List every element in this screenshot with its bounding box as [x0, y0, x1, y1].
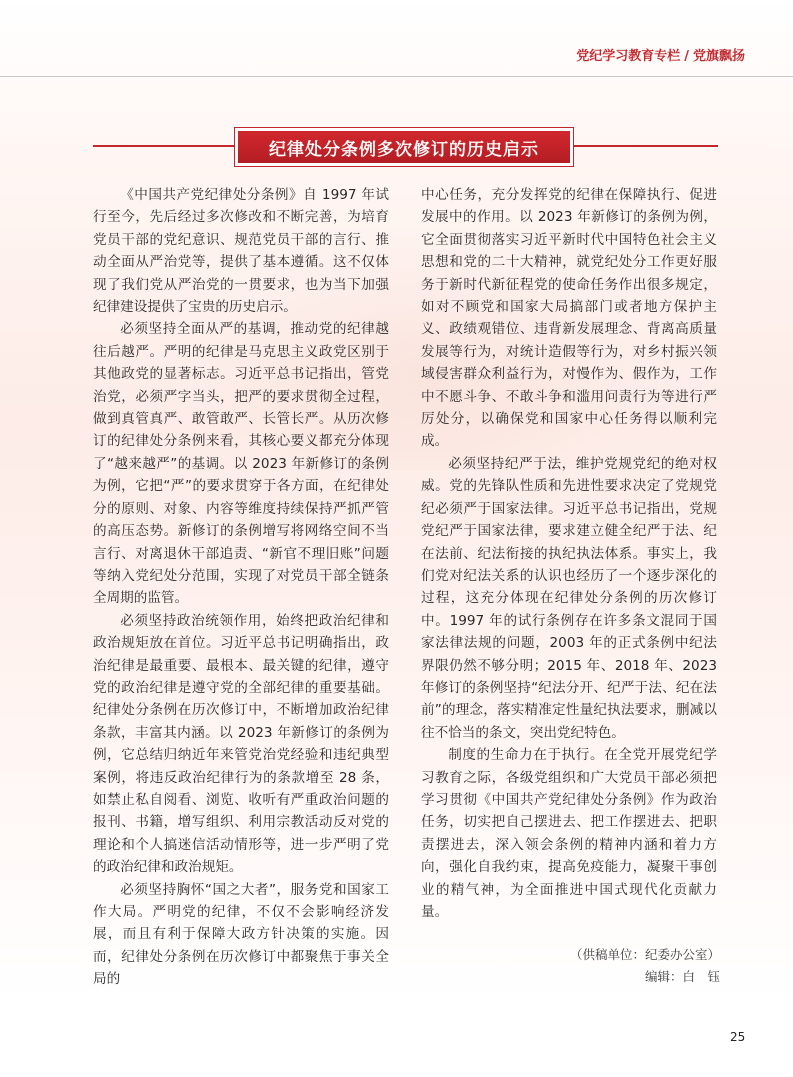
source-unit: （供稿单位：纪委办公室）: [569, 947, 720, 962]
header-separator: /: [684, 49, 689, 64]
section-header: [576, 45, 745, 64]
article-title-banner: [238, 131, 570, 163]
paragraph: 《中国共产党纪律处分条例》自 1997 年试行至今，先后经过多次修改和不断完善，为培育党员干部的党纪意识、规范党员干部的言行、推动全面从严治党等，提供了基本遵循。这不仅体现了我们党从严治党的一贯要求，也为当下加强纪律建设提供了宝贵的历史启示。: [93, 187, 389, 316]
header-divider: [0, 76, 793, 77]
right-column: [421, 184, 717, 923]
paragraph: 制度的生命力在于执行。在全党开展党纪学习教育之际，各级党组织和广大党员干部必须把学习贯彻《中国共产党纪律处分条例》作为政治任务，切实把自己摆进去、把工作摆进去、把职责摆进去，深入领会条例的精神内涵和着力方向，强化自我约束，提高免疫能力，凝聚干事创业的精气神，为全面推进中国式现代化贡献力量。: [421, 747, 717, 920]
article-credits: [540, 944, 720, 988]
paragraph: 必须坚持政治统领作用，始终把政治纪律和政治规矩放在首位。习近平总书记明确指出，政治纪律是最重要、最根本、最关键的纪律，遵守党的政治纪律是遵守党的全部纪律的重要基础。纪律处分条例在历次修订中，不断增加政治纪律条款，丰富其内涵。以 2023 年新修订的条例为例，它总结归纳近年来管党治党经验和违纪典型案例，将违反政治纪律行为的条款增至 28 条，如禁止私自阅看、浏览、收听有严重政治问题的报刊、书籍，增写组织、利用宗教活动反对党的理论和个人搞迷信活动情形等，进一步严明了党的政治纪律和政治规矩。: [93, 612, 389, 876]
article-title: 纪律处分条例多次修订的历史启示: [269, 139, 539, 160]
paragraph-continued: 中心任务，充分发挥党的纪律在保障执行、促进发展中的作用。以 2023 年新修订的条例为例，它全面贯彻落实习近平新时代中国特色社会主义思想和党的二十大精神，就党纪处分工作更好服务于新时代新征程党的使命任务作出很多规定，如对不顾党和国家大局搞部门或者地方保护主义、政绩观错位、违背新发展理念、背离高质量发展等行为，对统计造假等行为，对乡村振兴领域侵害群众利益行为，对慢作为、假作为，工作中不愿斗争、不敢斗争和滥用问责行为等进行严厉处分，以确保党和国家中心任务得以顺利完成。: [421, 187, 717, 450]
left-column: [93, 184, 389, 991]
editor-line: 编辑：白 钰: [644, 969, 720, 984]
page-number: 25: [730, 1030, 746, 1044]
paragraph: 必须坚持纪严于法，维护党规党纪的绝对权威。党的先锋队性质和先进性要求决定了党规党纪必须严于国家法律。习近平总书记指出，党规党纪严于国家法律，要求建立健全纪严于法、纪在法前、纪法衔接的执纪执法体系。事实上，我们党对纪法关系的认识也经历了一个逐步深化的过程，这充分体现在纪律处分条例的历次修订中。1997 年的试行条例存在许多条文混同于国家法律法规的问题，2003 年的正式条例中纪法界限仍然不够分明；2015 年、2018 年、2023 年修订的条例坚持“纪法分开、纪严于法、纪在法前”的理念，落实精准定性量纪执法要求，删减以往不恰当的条文，突出党纪特色。: [421, 455, 717, 741]
subsection-label: 党旗飘扬: [692, 49, 745, 64]
paragraph: 必须坚持胸怀“国之大者”，服务党和国家工作大局。严明党的纪律，不仅不会影响经济发展，而且有利于保障大政方针决策的实施。因而，纪律处分条例在历次修订中都聚焦于事关全局的: [93, 881, 389, 988]
paragraph: 必须坚持全面从严的基调，推动党的纪律越往后越严。严明的纪律是马克思主义政党区别于其他政党的显著标志。习近平总书记指出，管党治党，必须严字当头，把严的要求贯彻全过程，做到真管真严、敢管敢严、长管长严。从历次修订的纪律处分条例来看，其核心要义都充分体现了“越来越严”的基调。以 2023 年新修订的条例为例，它把“严”的要求贯穿于各方面，在纪律处分的原则、对象、内容等维度持续保持严抓严管的高压态势。新修订的条例增写将网络空间不当言行、对离退休干部追责、“新官不理旧账”问题等纳入党纪处分范围，实现了对党员干部全链条全周期的监管。: [93, 321, 389, 607]
section-label: 党纪学习教育专栏: [576, 49, 681, 64]
